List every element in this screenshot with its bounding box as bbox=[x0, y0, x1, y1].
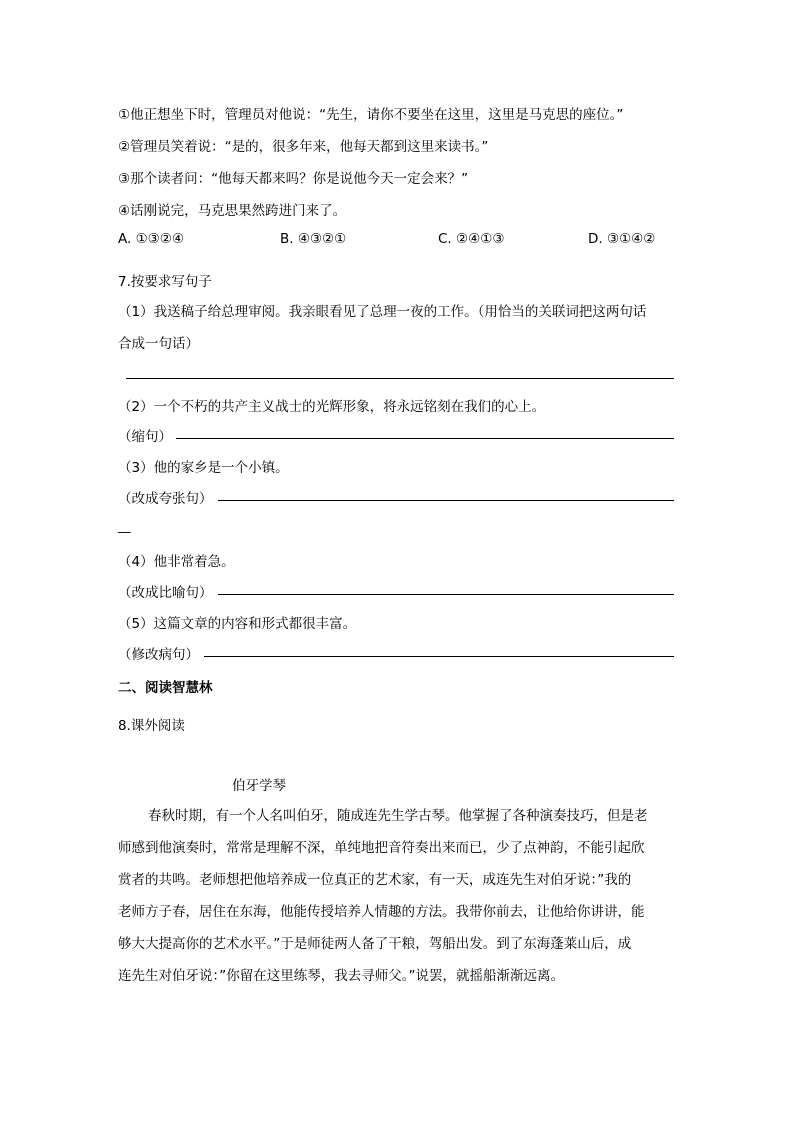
q7-item1-answer-line[interactable] bbox=[126, 378, 674, 379]
q6-sentence-2: ②管理员笑着说：“是的，很多年来，他每天都到这里来读书。” bbox=[118, 139, 489, 155]
q7-item5-prompt: （修改病句） bbox=[118, 647, 199, 663]
story-line-2: 师感到他演奏时，常常是理解不深，单纯地把音符奏出来而已，少了点神韵，不能引起欣 bbox=[118, 840, 645, 856]
q7-item2-text: （2）一个不朽的共产主义战士的光辉形象，将永远铭刻在我们的心上。 bbox=[118, 399, 546, 415]
section-heading: 二、阅读智慧林 bbox=[118, 680, 213, 696]
q7-item3-text: （3）他的家乡是一个小镇。 bbox=[118, 460, 289, 476]
q6-sentence-4: ④话刚说完，马克思果然跨进门来了。 bbox=[118, 203, 347, 219]
q7-item5-text: （5）这篇文章的内容和形式都很丰富。 bbox=[118, 616, 357, 632]
q6-option-c[interactable]: C. ②④①③ bbox=[438, 231, 505, 247]
story-line-3: 赏者的共鸣。老师想把他培养成一位真正的艺术家，有一天，成连先生对伯牙说：”我的 bbox=[118, 872, 632, 888]
q6-option-a[interactable]: A. ①③②④ bbox=[118, 231, 184, 247]
q7-item4-text: （4）他非常着急。 bbox=[118, 554, 235, 570]
q7-item4-answer-line[interactable] bbox=[218, 594, 674, 595]
q7-item3-prompt: （改成夸张句） bbox=[118, 491, 213, 507]
q7-item2-prompt: （缩句） bbox=[118, 429, 172, 445]
q7-item4-prompt: （改成比喻句） bbox=[118, 585, 213, 601]
q7-item3-overflow: __ bbox=[118, 518, 130, 534]
q7-item5-answer-line[interactable] bbox=[204, 656, 674, 657]
q6-sentence-1: ①他正想坐下时，管理员对他说：“先生，请你不要坐在这里，这里是马克思的座位。” bbox=[118, 107, 624, 123]
q6-option-d[interactable]: D. ③①④② bbox=[588, 231, 656, 247]
q7-item3-answer-line[interactable] bbox=[218, 500, 674, 501]
q7-title: 7.按要求写句子 bbox=[118, 274, 212, 290]
q7-item2-answer-line[interactable] bbox=[176, 438, 674, 439]
story-line-6: 连先生对伯牙说：”你留在这里练琴，我去寻师父。”说罢，就摇船渐渐远离。 bbox=[118, 968, 564, 984]
q6-option-b[interactable]: B. ④③②① bbox=[280, 231, 347, 247]
q7-item1-text-line2: 合成一句话） bbox=[118, 336, 199, 352]
story-line-5: 够大大提高你的艺术水平。”于是师徒两人备了干粮，驾船出发。到了东海蓬莱山后，成 bbox=[118, 936, 632, 952]
q7-item1-text-line1: （1）我送稿子给总理审阅。我亲眼看见了总理一夜的工作。（用恰当的关联词把这两句话 bbox=[118, 304, 647, 320]
story-line-4: 老师方子春，居住在东海，他能传授培养人情趣的方法。我带你前去，让他给你讲讲，能 bbox=[118, 904, 645, 920]
q8-title: 8.课外阅读 bbox=[118, 718, 185, 734]
story-line-1: 春秋时期，有一个人名叫伯牙，随成连先生学古琴。他掌握了各种演奏技巧，但是老 bbox=[148, 808, 648, 824]
q6-sentence-3: ③那个读者问：“他每天都来吗？你是说他今天一定会来？” bbox=[118, 171, 469, 187]
story-title: 伯牙学琴 bbox=[232, 778, 286, 794]
